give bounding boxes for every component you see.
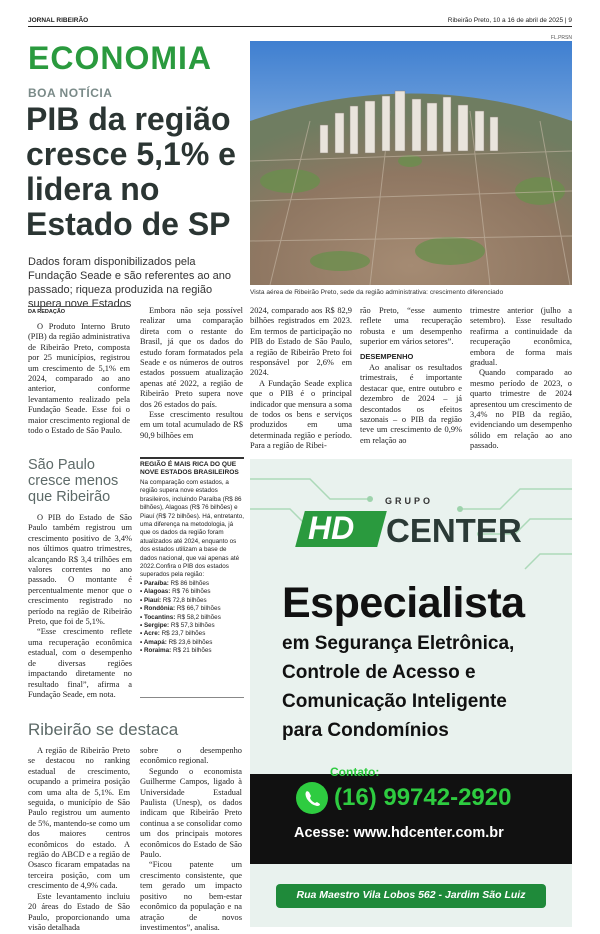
paragraph: “Esse crescimento reflete uma recuperação econômica estadual, com o desempenho de diversas regiões impactando diretamente no resultado final”, afirma a Fundação Seade, em nota. (28, 627, 132, 699)
state-gdp-item (140, 647, 244, 655)
paragraph: Esse crescimento resultou em um total acumulado de R$ 90,9 bilhões em (140, 410, 243, 440)
state-gdp-value: R$ 86 bilhões (168, 579, 210, 587)
deck: Dados foram disponibilizados pela Fundação Seade e são referentes ao ano passado; riqueza produzida na região supera nove Estados (28, 256, 232, 310)
paragraph: A região de Ribeirão Preto se destacou no ranking estadual de crescimento, ocupando a primeira posição com uma alta de 5,1%. Em seguida, o município de São Paulo registrou um aumento de 5%, mantendo-se como um dos maiores centros econômicos do estado. A região do ABCD e a região de Osasco ficaram empatadas na terceira posição, com um crescimento de 4,9% cada. (28, 746, 130, 891)
article-column-5 (470, 306, 572, 452)
paragraph: Este levantamento incluiu 20 áreas do Estado de São Paulo, proporcionando uma visão detalhada (28, 891, 130, 932)
paragraph: Segundo o economista Guilherme Campos, ligado à Universidade Estadual Paulista (Unesp), os dados indicam que Ribeirão Preto continua a se consolidar como um dos principais motores econômicos do Estado de São Paulo. (140, 766, 242, 860)
state-name: • Sergipe: (140, 621, 170, 629)
subhead-desempenho: DESEMPENHO (360, 351, 414, 361)
state-gdp-value: R$ 21 bilhões (171, 647, 212, 655)
rp-column-2 (140, 746, 242, 933)
sp-story-body (28, 513, 132, 700)
page-header (28, 16, 572, 27)
state-name: • Rondônia: (140, 605, 176, 613)
ad-line: Controle de Acesso e (282, 662, 476, 683)
paragraph: rão Preto, “esse aumento reflete uma recuperação robusta e um desempenho superior em vários setores”. (360, 306, 462, 347)
state-gdp-value: R$ 57,3 bilhões (169, 621, 215, 629)
sp-story-title: São Paulo cresce menos que Ribeirão (28, 457, 119, 505)
state-gdp-item (140, 580, 244, 588)
state-gdp-item (140, 622, 244, 630)
publication-name: JORNAL RIBEIRÃO (28, 17, 89, 24)
paragraph: O Produto Interno Bruto (PIB) da região administrativa de Ribeirão Preto, composta por 25 municípios, registrou um crescimento de 5,1% em 2024, comparado ao ano anterior, conforme levantamento realizado pela Fundação Seade. Esse foi o maior crescimento regional de todo o Estado de São Paulo. (28, 322, 130, 436)
rp-story-title: Ribeirão se destaca (28, 720, 179, 739)
state-name: • Tocantins: (140, 613, 176, 621)
paragraph: Ao analisar os resultados trimestrais, é importante destacar que, entre outubro e dezembro de 2024 – já descontados os efeitos sazonais – o PIB da região teve um crescimento de 0,9% em relação ao (360, 363, 462, 445)
paragraph: sobre o desempenho econômico regional. (140, 746, 242, 766)
state-gdp-item (140, 614, 244, 622)
article-column-3 (250, 306, 352, 452)
logo-hd-text: HD (308, 510, 355, 546)
issue-date-page: Ribeirão Preto, 10 a 16 de abril de 2025 | 9 (447, 17, 572, 24)
paragraph: “Ficou patente um crescimento consistente, que tem gerado um impacto positivo no bem-estar econômico da população e na atração de novos investimentos”, analisa. (140, 860, 242, 932)
ad-services (282, 629, 572, 745)
state-name: • Amapá: (140, 638, 167, 646)
state-name: • Paraíba: (140, 579, 169, 587)
aerial-city-photo (250, 41, 572, 285)
logo-center-text: CENTER (386, 512, 522, 549)
paragraph: trimestre anterior (julho a setembro). Esse resultado reafirma a continuidade da recuperação econômica, embora de forma mais gradual. (470, 306, 572, 368)
state-name: • Alagoas: (140, 588, 171, 596)
contact-phone[interactable]: (16) 99742-2920 (334, 784, 512, 811)
states-list (140, 580, 244, 656)
rp-column-1 (28, 746, 130, 933)
hd-center-advertisement[interactable] (250, 459, 572, 927)
state-gdp-item (140, 639, 244, 647)
photo-credit: FL.PRSN (550, 35, 572, 41)
headline: PIB da região cresce 5,1% e lidera no Estado de SP (26, 101, 236, 242)
state-gdp-value: R$ 72,8 bilhões (161, 596, 207, 604)
state-gdp-value: R$ 76 bilhões (170, 588, 211, 596)
fact-box-text: Na comparação com estados, a região supera nove estados brasileiros, incluindo Paraíba (R$ 86 bilhões), Alagoas (R$ 76 bilhões) e Piauí (R$ 72 bilhões). Há, entretanto, uma diferença na metodologia, já que os dados da região foram atualizados até 2024, enquanto os dos estados utilizam a base de dados nacional, que vai apenas até 2022.Confira o PIB dos estados superados pela região: (140, 479, 244, 579)
website-link[interactable]: Acesse: www.hdcenter.com.br (294, 825, 504, 841)
ad-line: em Segurança Eletrônica, (282, 633, 515, 654)
state-name: • Piauí: (140, 596, 162, 604)
ad-headline: Especialista (282, 579, 525, 627)
paragraph: Embora não seja possível realizar uma comparação direta com o restante do Brasil, já que os dados do estudo foram formatados pela Seade e os números de outros estados possuem atualização apenas até 2022, a região de Ribeirão Preto supera nove dos 26 estados do país. (140, 306, 243, 409)
article-column-2 (140, 306, 243, 441)
state-gdp-value: R$ 23,6 bilhões (166, 638, 213, 646)
state-gdp-value: R$ 23,7 bilhões (159, 630, 206, 638)
article-column-1 (28, 322, 130, 436)
state-gdp-item (140, 588, 244, 596)
paragraph: Quando comparado ao mesmo período de 2023, o quarto trimestre de 2024 apresentou um crescimento de 3,4% no PIB da região, evidenciando um desempenho sólido em relação ao ano passado. (470, 368, 572, 451)
state-gdp-value: R$ 58,2 bilhões (175, 613, 221, 621)
fact-box-title: REGIÃO É MAIS RICA DO QUE NOVE ESTADOS BRASILEIROS (140, 461, 239, 476)
logo-group-label: GRUPO (385, 496, 434, 506)
state-gdp-item (140, 605, 244, 613)
kicker: BOA NOTÍCIA (28, 86, 113, 100)
paragraph: O PIB do Estado de São Paulo também registrou um crescimento positivo de 3,4% nos últimos quatro trimestres, alcançando R$ 3,4 trilhões em valores correntes no ano passado. O montante é percentualmente menor que o crescimento registrado no período na região de Ribeirão Preto, que foi de 5,1%. (28, 513, 132, 627)
ad-line: Comunicação Inteligente (282, 691, 507, 712)
whatsapp-icon (296, 782, 328, 814)
paragraph: 2024, comparado aos R$ 82,9 bilhões registrados em 2023. Em termos de participação no PIB do Estado de São Paulo, a região de Ribeirão Preto foi responsável por 2,6% em 2024. (250, 306, 352, 378)
section-title: ECONOMIA (28, 40, 212, 76)
state-name: • Acre: (140, 630, 160, 638)
state-gdp-item (140, 597, 244, 605)
states-fact-box (140, 457, 244, 698)
article-column-4 (360, 306, 462, 446)
ad-address: Rua Maestro Vila Lobos 562 - Jardim São Luiz (296, 889, 526, 901)
paragraph: A Fundação Seade explica que o PIB é o principal indicador que mensura a soma de todos os bens e serviços produzidos em uma determinada região e período. Para a região de Ribei- (250, 378, 352, 451)
photo-caption: Vista aérea de Ribeirão Preto, sede da região administrativa: crescimento diferenciado (250, 289, 504, 296)
byline: DA REDAÇÃO (28, 306, 130, 315)
state-gdp-value: R$ 66,7 bilhões (175, 605, 221, 613)
ad-line: para Condomínios (282, 720, 449, 741)
state-gdp-item (140, 630, 244, 638)
contact-label: Contato: (330, 765, 380, 779)
state-name: • Roraima: (140, 647, 172, 655)
